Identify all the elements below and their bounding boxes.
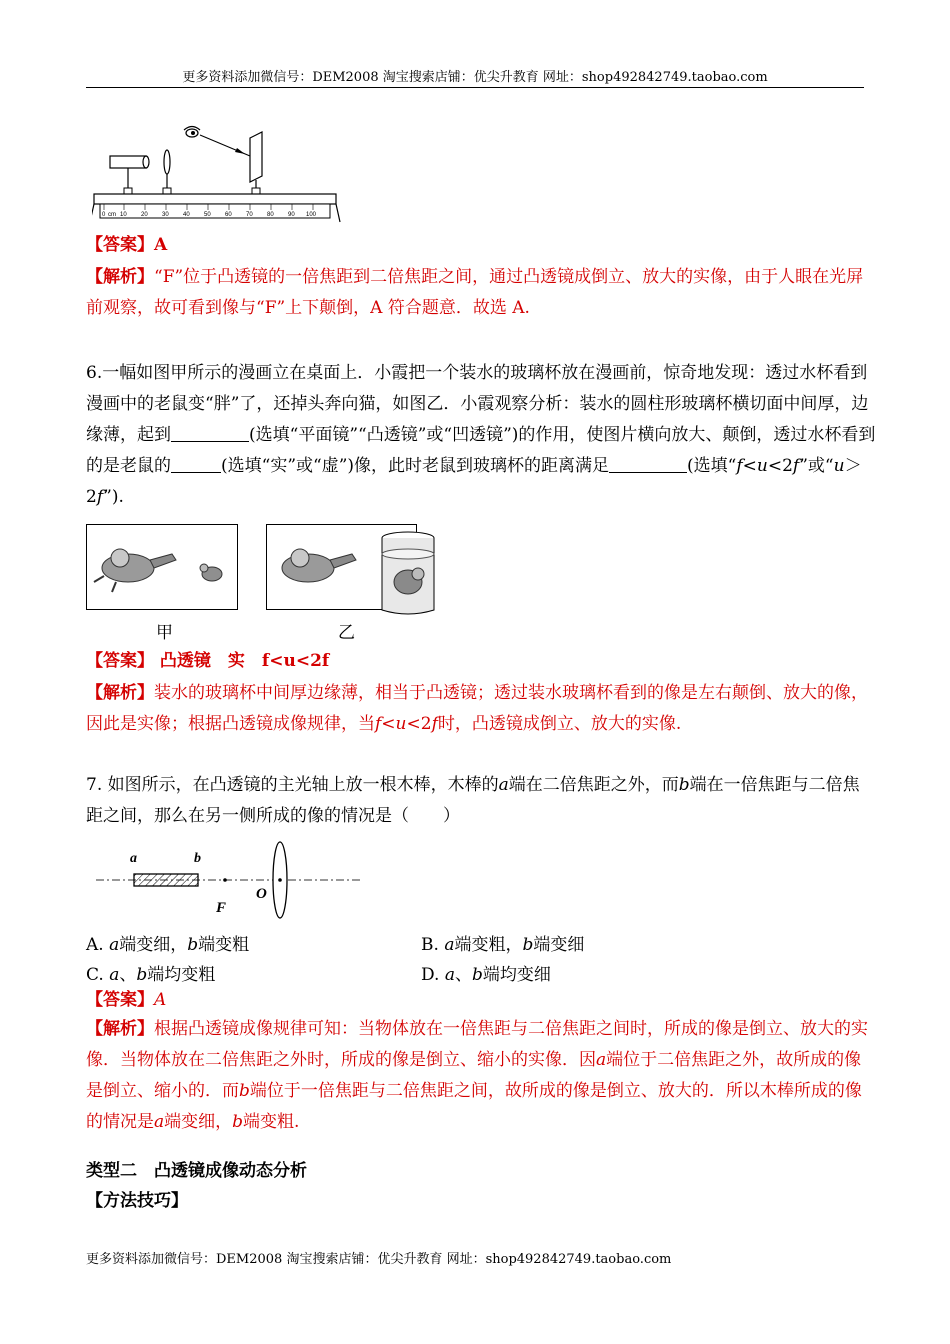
tick-label: cm bbox=[108, 212, 116, 218]
q5-answer: 【答案】A bbox=[86, 235, 168, 255]
eye-icon bbox=[184, 127, 200, 138]
tick-label: 10 bbox=[120, 212, 127, 218]
option-c[interactable]: C. a、b端均变粗 bbox=[86, 965, 216, 985]
label-F: F bbox=[216, 900, 227, 916]
label-a: a bbox=[130, 851, 137, 866]
figure-label-a: 甲 bbox=[156, 623, 173, 643]
tick-label: 40 bbox=[183, 212, 190, 218]
tick-label: 80 bbox=[267, 212, 274, 218]
page-header: 更多资料添加微信号：DEM2008 淘宝搜索店铺：优尖升教育 网址：shop492842749.taobao.com bbox=[182, 70, 768, 85]
label-b: b bbox=[194, 851, 201, 866]
answer-blank[interactable] bbox=[609, 454, 687, 473]
q6-answer: 【答案】 凸透镜 实 f<u<2f bbox=[86, 651, 330, 671]
option-a[interactable]: A. a端变细，b端变粗 bbox=[86, 935, 250, 955]
cartoon-figure-a bbox=[86, 524, 238, 610]
q6-analysis: 【解析】装水的玻璃杯中间厚边缘薄，相当于凸透镜；透过装水玻璃杯看到的像是左右颠倒、放大的像，因此是实像；根据凸透镜成像规律，当f<u<2f时，凸透镜成倒立、放大的实像. bbox=[86, 683, 868, 734]
header-divider bbox=[86, 87, 864, 88]
q6-stem: 6.一幅如图甲所示的漫画立在桌面上．小霞把一个装水的玻璃杯放在漫画前，惊奇地发现：透过水杯看到漫画中的老鼠变“胖”了，还掉头奔向猫，如图乙．小霞观察分析：装水的圆柱形玻璃杯横切面中间厚，边缘薄，起到 (选填“平面镜”“凸透镜”或“凹透镜”)的作用，使图片横向放大、颠倒，透过水杯看到的是老鼠的 (选填“实”或“虚”)像，此时老鼠到玻璃杯的距离满足 (选填“f<u<2f”或“u＞2f”). bbox=[86, 363, 876, 507]
tick-label: 70 bbox=[246, 212, 253, 218]
optical-bench-figure bbox=[92, 118, 342, 226]
option-b[interactable]: B. a端变粗，b端变细 bbox=[421, 935, 585, 955]
tick-label: 20 bbox=[141, 212, 148, 218]
lens-axis-figure bbox=[92, 840, 364, 922]
tick-label: 100 bbox=[306, 212, 317, 218]
tick-label: 0 bbox=[102, 212, 106, 218]
tick-label: 30 bbox=[162, 212, 169, 218]
section-title: 类型二 凸透镜成像动态分析 bbox=[86, 1161, 307, 1181]
water-glass bbox=[382, 532, 434, 614]
answer-blank[interactable] bbox=[171, 454, 221, 473]
q7-analysis: 【解析】根据凸透镜成像规律可知：当物体放在一倍焦距与二倍焦距之间时，所成的像是倒立、放大的实像．当物体放在二倍焦距之外时，所成的像是倒立、缩小的实像．因a端位于二倍焦距之外，故所成的像是倒立、缩小的．而b端位于一倍焦距与二倍焦距之间，故所成的像是倒立、放大的．所以木棒所成的像的情况是a端变细，b端变粗. bbox=[86, 1019, 868, 1132]
figure-label-b: 乙 bbox=[338, 623, 355, 643]
answer-blank[interactable] bbox=[171, 423, 249, 442]
tick-label: 90 bbox=[288, 212, 295, 218]
q7-answer: 【答案】A bbox=[86, 990, 167, 1010]
page-footer: 更多资料添加微信号：DEM2008 淘宝搜索店铺：优尖升教育 网址：shop492842749.taobao.com bbox=[86, 1252, 672, 1267]
method-heading: 【方法技巧】 bbox=[86, 1191, 188, 1211]
tick-label: 60 bbox=[225, 212, 232, 218]
q5-analysis: 【解析】“F”位于凸透镜的一倍焦距到二倍焦距之间，通过凸透镜成倒立、放大的实像，由于人眼在光屏前观察，故可看到像与“F”上下颠倒，A 符合题意．故选 A. bbox=[86, 267, 864, 318]
option-d[interactable]: D. a、b端均变细 bbox=[421, 965, 551, 985]
q7-stem: 7. 如图所示，在凸透镜的主光轴上放一根木棒，木棒的a端在二倍焦距之外，而b端在一倍焦距与二倍焦距之间，那么在另一侧所成的像的情况是（ ） bbox=[86, 775, 860, 826]
tick-label: 50 bbox=[204, 212, 211, 218]
cartoon-figure-b bbox=[266, 524, 442, 616]
label-O: O bbox=[256, 886, 267, 902]
